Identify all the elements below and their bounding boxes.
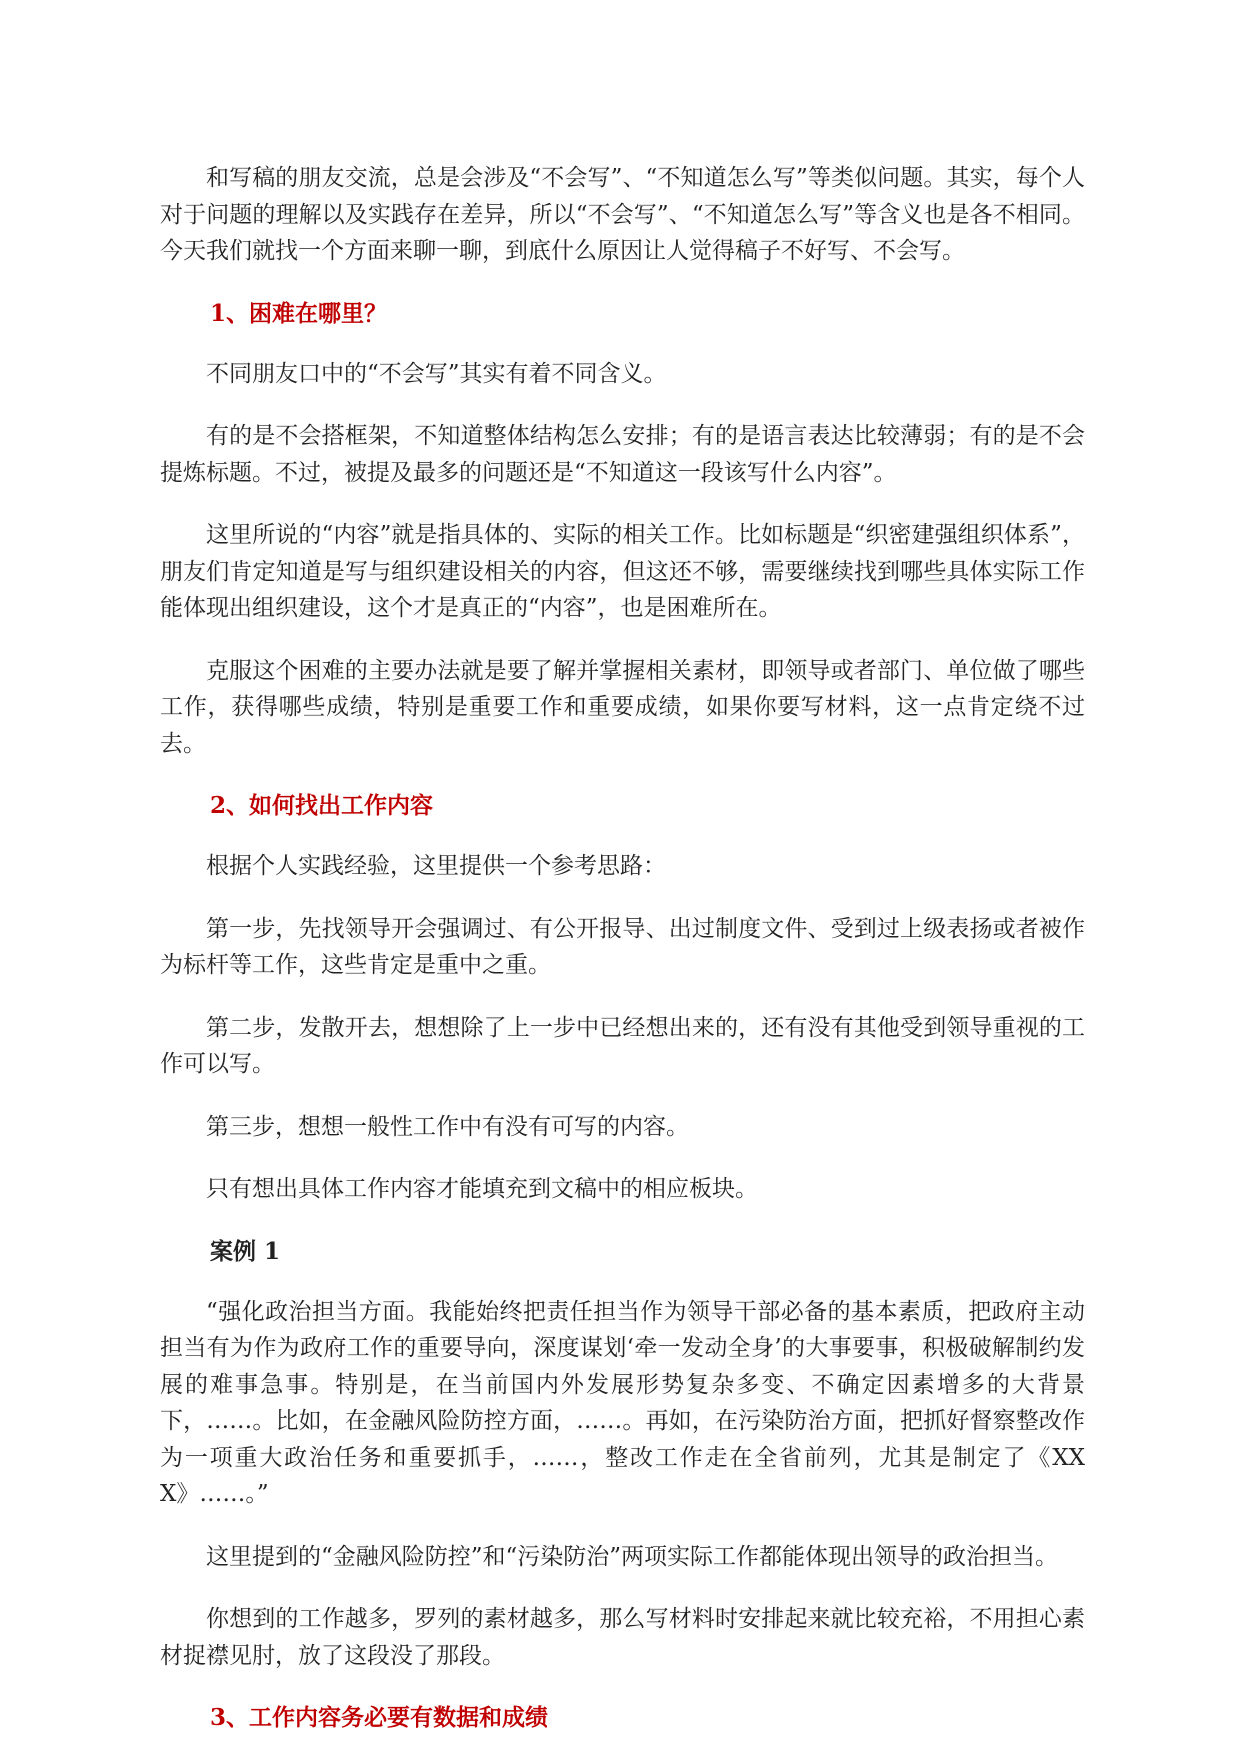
paragraph: 不同朋友口中的“不会写”其实有着不同含义。 — [206, 360, 667, 387]
paragraph: 克服这个困难的主要办法就是要了解并掌握相关素材，即领导或者部门、单位做了哪些工作，获得哪些成绩，特别是重要工作和重要成绩，如果你要写材料，这一点肯定绕不过去。 — [160, 657, 1085, 757]
paragraph-step-3: 第三步，想想一般性工作中有没有可写的内容。 — [206, 1113, 689, 1140]
paragraph: 根据个人实践经验，这里提供一个参考思路： — [206, 853, 666, 879]
heading-difficulty: 1、困难在哪里？ — [210, 299, 388, 327]
paragraph-step-1: 第一步，先找领导开会强调过、有公开报导、出过制度文件、受到过上级表扬或者被作为标杆等工作，这些肯定是重中之重。 — [160, 915, 1085, 978]
paragraph-case-quote: “强化政治担当方面。我能始终把责任担当作为领导干部必备的基本素质，把政府主动担当有为作为政府工作的重要导向，深度谋划‘牵一发动全身’的大事要事，积极破解制约发展的难事急事。特别是，在当前国内外发展形势复杂多变、不确定因素增多的大背景下，……。比如，在金融风险防控方面，……。再如，在污染防治方面，把抓好督察整改作为一项重大政治任务和重要抓手，……，整改工作走在全省前列，尤其是制定了《XXX》……。” — [160, 1298, 1085, 1507]
paragraph-step-2: 第二步，发散开去，想想除了上一步中已经想出来的，还有没有其他受到领导重视的工作可以写。 — [160, 1014, 1085, 1077]
paragraph: 只有想出具体工作内容才能填充到文稿中的相应板块。 — [206, 1176, 758, 1202]
document-page — [160, 160, 1085, 1760]
paragraph-intro: 和写稿的朋友交流，总是会涉及“不会写”、“不知道怎么写”等类似问题。其实，每个人对于问题的理解以及实践存在差异，所以“不会写”、“不知道怎么写”等含义也是各不相同。今天我们就找一个方面来聊一聊，到底什么原因让人觉得稿子不好写、不会写。 — [160, 165, 1085, 264]
paragraph: 有的是不会搭框架，不知道整体结构怎么安排；有的是语言表达比较薄弱；有的是不会提炼标题。不过，被提及最多的问题还是“不知道这一段该写什么内容”。 — [160, 423, 1085, 486]
paragraph: 这里所说的“内容”就是指具体的、实际的相关工作。比如标题是“织密建强组织体系”，朋友们肯定知道是写与组织建设相关的内容，但这还不够，需要继续找到哪些具体实际工作能体现出组织建设，这个才是真正的“内容”，也是困难所在。 — [160, 522, 1085, 621]
heading-case-1: 案例 1 — [210, 1237, 281, 1265]
paragraph: 这里提到的“金融风险防控”和“污染防治”两项实际工作都能体现出领导的政治担当。 — [206, 1543, 1059, 1570]
heading-find-work: 2、如何找出工作内容 — [210, 792, 434, 819]
paragraph: 你想到的工作越多，罗列的素材越多，那么写材料时安排起来就比较充裕，不用担心素材捉襟见肘，放了这段没了那段。 — [160, 1606, 1085, 1669]
heading-data-results: 3、工作内容务必要有数据和成绩 — [210, 1704, 549, 1731]
